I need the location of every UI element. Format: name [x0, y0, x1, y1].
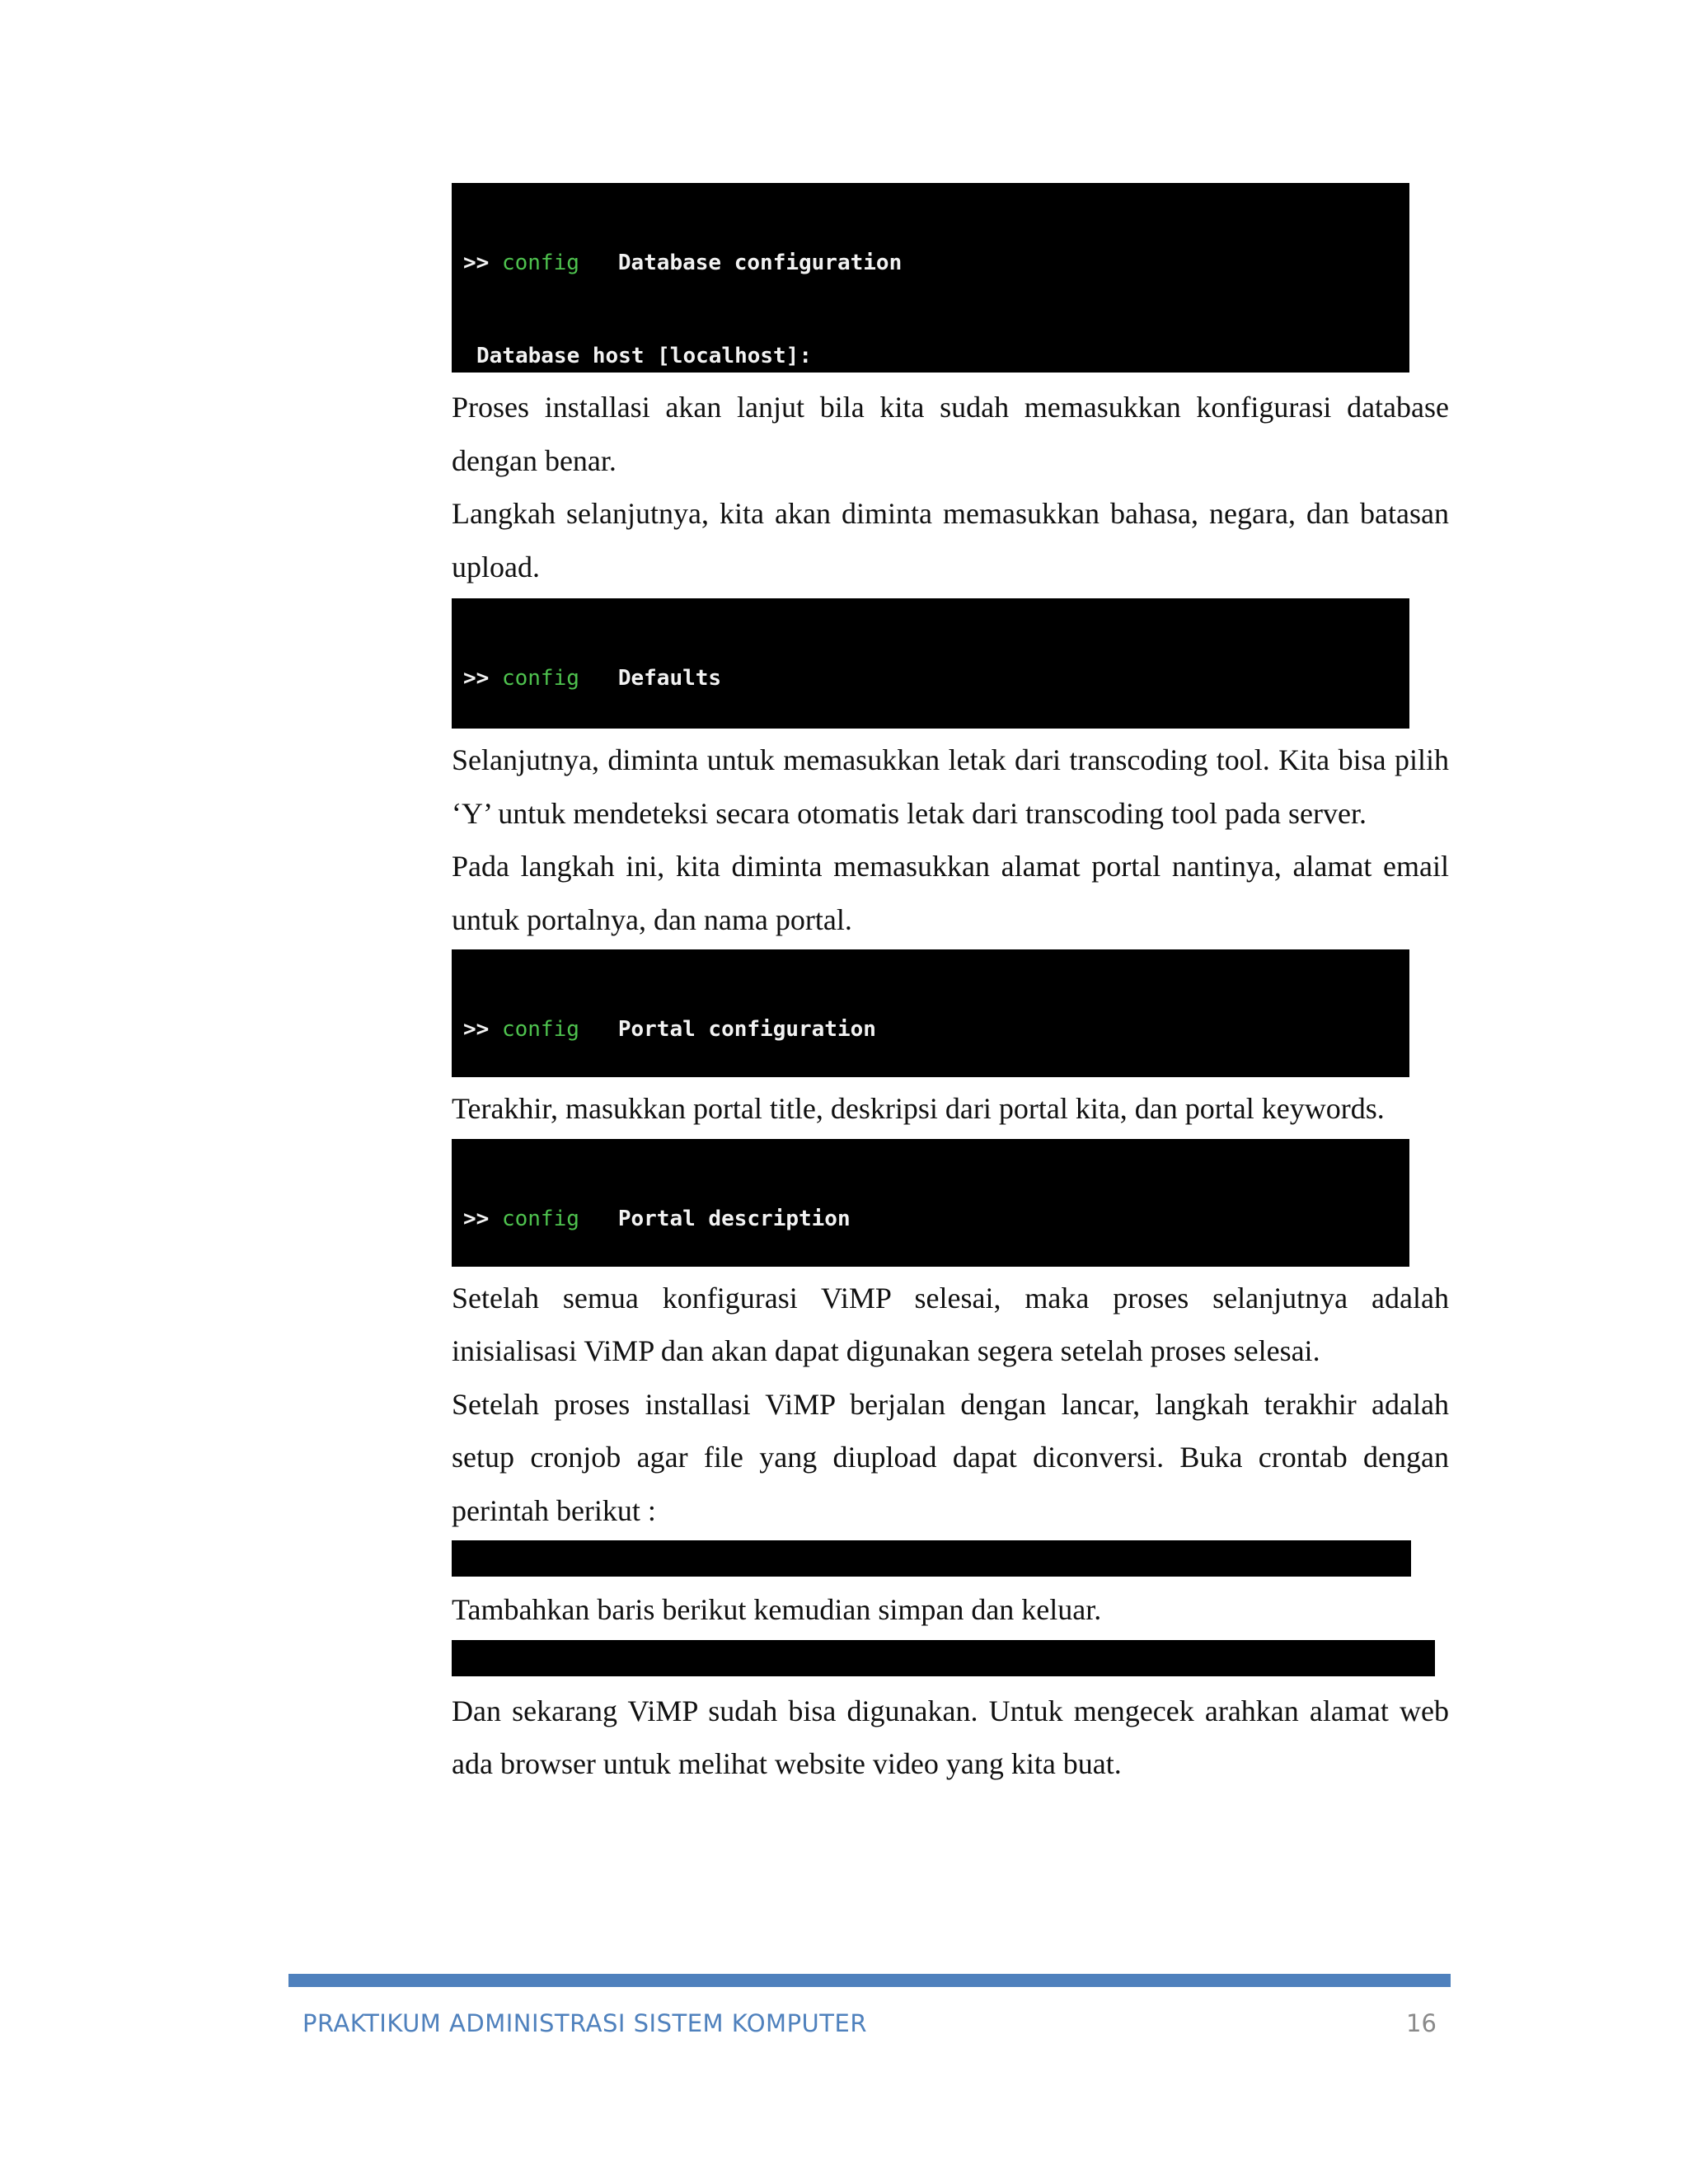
paragraph: Proses installasi akan lanjut bila kita sudah memasukkan konfigurasi database dengan benar.	[452, 391, 1449, 477]
paragraph: Langkah selanjutnya, kita akan diminta memasukkan bahasa, negara, dan batasan upload.	[452, 497, 1449, 583]
terminal-line: >> config Defaults	[463, 666, 722, 691]
terminal-portal-description	[452, 1139, 1409, 1267]
footer-rule	[288, 1974, 1451, 1987]
paragraph: Tambahkan baris berikut kemudian simpan dan keluar.	[452, 1593, 1102, 1626]
terminal-line: >> config Portal description	[463, 1206, 851, 1231]
paragraph: Pada langkah ini, kita diminta memasukkan alamat portal nantinya, alamat email untuk portalnya, dan nama portal.	[452, 850, 1449, 936]
terminal-line: >> config Portal configuration	[463, 1017, 876, 1042]
footer-title: PRAKTIKUM ADMINISTRASI SISTEM KOMPUTER	[302, 2009, 867, 2037]
terminal-crontab-command	[452, 1540, 1411, 1577]
page-number: 16	[1406, 2009, 1437, 2037]
paragraph: Setelah semua konfigurasi ViMP selesai, maka proses selanjutnya adalah inisialisasi ViMP dan akan dapat digunakan segera setelah proses selesai.	[452, 1281, 1449, 1367]
terminal-cron-entry	[452, 1640, 1435, 1676]
paragraph: Selanjutnya, diminta untuk memasukkan letak dari transcoding tool. Kita bisa pilih ‘Y’ untuk mendeteksi secara otomatis letak dari transcoding tool pada server.	[452, 743, 1449, 830]
document-body	[452, 183, 1449, 1791]
paragraph: Terakhir, masukkan portal title, deskripsi dari portal kita, dan portal keywords.	[452, 1092, 1385, 1125]
terminal-database-config	[452, 183, 1409, 373]
paragraph: Dan sekarang ViMP sudah bisa digunakan. Untuk mengecek arahkan alamat web ada browser untuk melihat website video yang kita buat.	[452, 1694, 1449, 1780]
terminal-line: Database host [localhost]:	[476, 343, 812, 368]
terminal-portal-config	[452, 949, 1409, 1077]
terminal-line: >> config Database configuration	[463, 251, 903, 275]
terminal-defaults	[452, 598, 1409, 729]
paragraph: Setelah proses installasi ViMP berjalan dengan lancar, langkah terakhir adalah setup cronjob agar file yang diupload dapat diconversi. Buka crontab dengan perintah berikut :	[452, 1387, 1449, 1527]
